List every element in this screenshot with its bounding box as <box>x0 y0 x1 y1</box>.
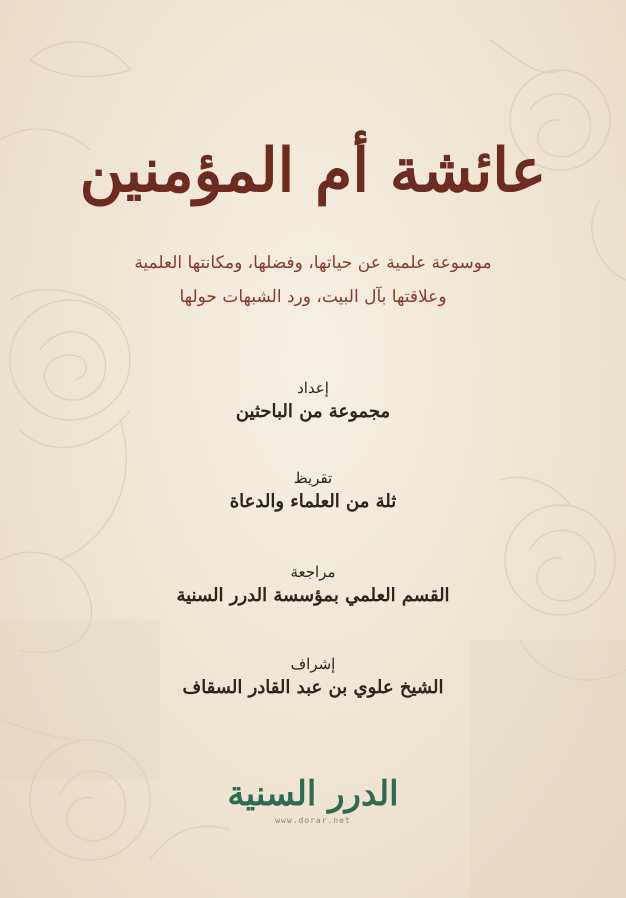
credit-label: مراجعة <box>290 563 336 581</box>
book-title: عائشة أم المؤمنين <box>79 136 547 206</box>
subtitle-line-2: وعلاقتها بآل البيت، ورد الشبهات حولها <box>179 287 447 307</box>
credit-label: إعداد <box>297 379 329 397</box>
publisher-name: الدرر السنية <box>227 774 399 814</box>
credit-value: القسم العلمي بمؤسسة الدرر السنية <box>176 585 450 606</box>
credit-endorsement <box>100 468 526 516</box>
credit-supervision <box>100 654 526 702</box>
credit-label: تقريظ <box>293 469 333 487</box>
publisher-url: www.dorar.net <box>275 816 351 825</box>
credit-value: مجموعة من الباحثين <box>235 401 391 422</box>
credit-value: الشيخ علوي بن عبد القادر السقاف <box>182 677 444 698</box>
credit-review <box>100 562 526 610</box>
credit-value: ثلة من العلماء والدعاة <box>229 491 397 512</box>
book-subtitle <box>40 246 586 314</box>
publisher-logo <box>190 772 436 826</box>
subtitle-line-1: موسوعة علمية عن حياتها، وفضلها، ومكانتها العلمية <box>134 253 492 273</box>
credit-label: إشراف <box>290 655 336 673</box>
credit-prepared-by <box>100 378 526 426</box>
